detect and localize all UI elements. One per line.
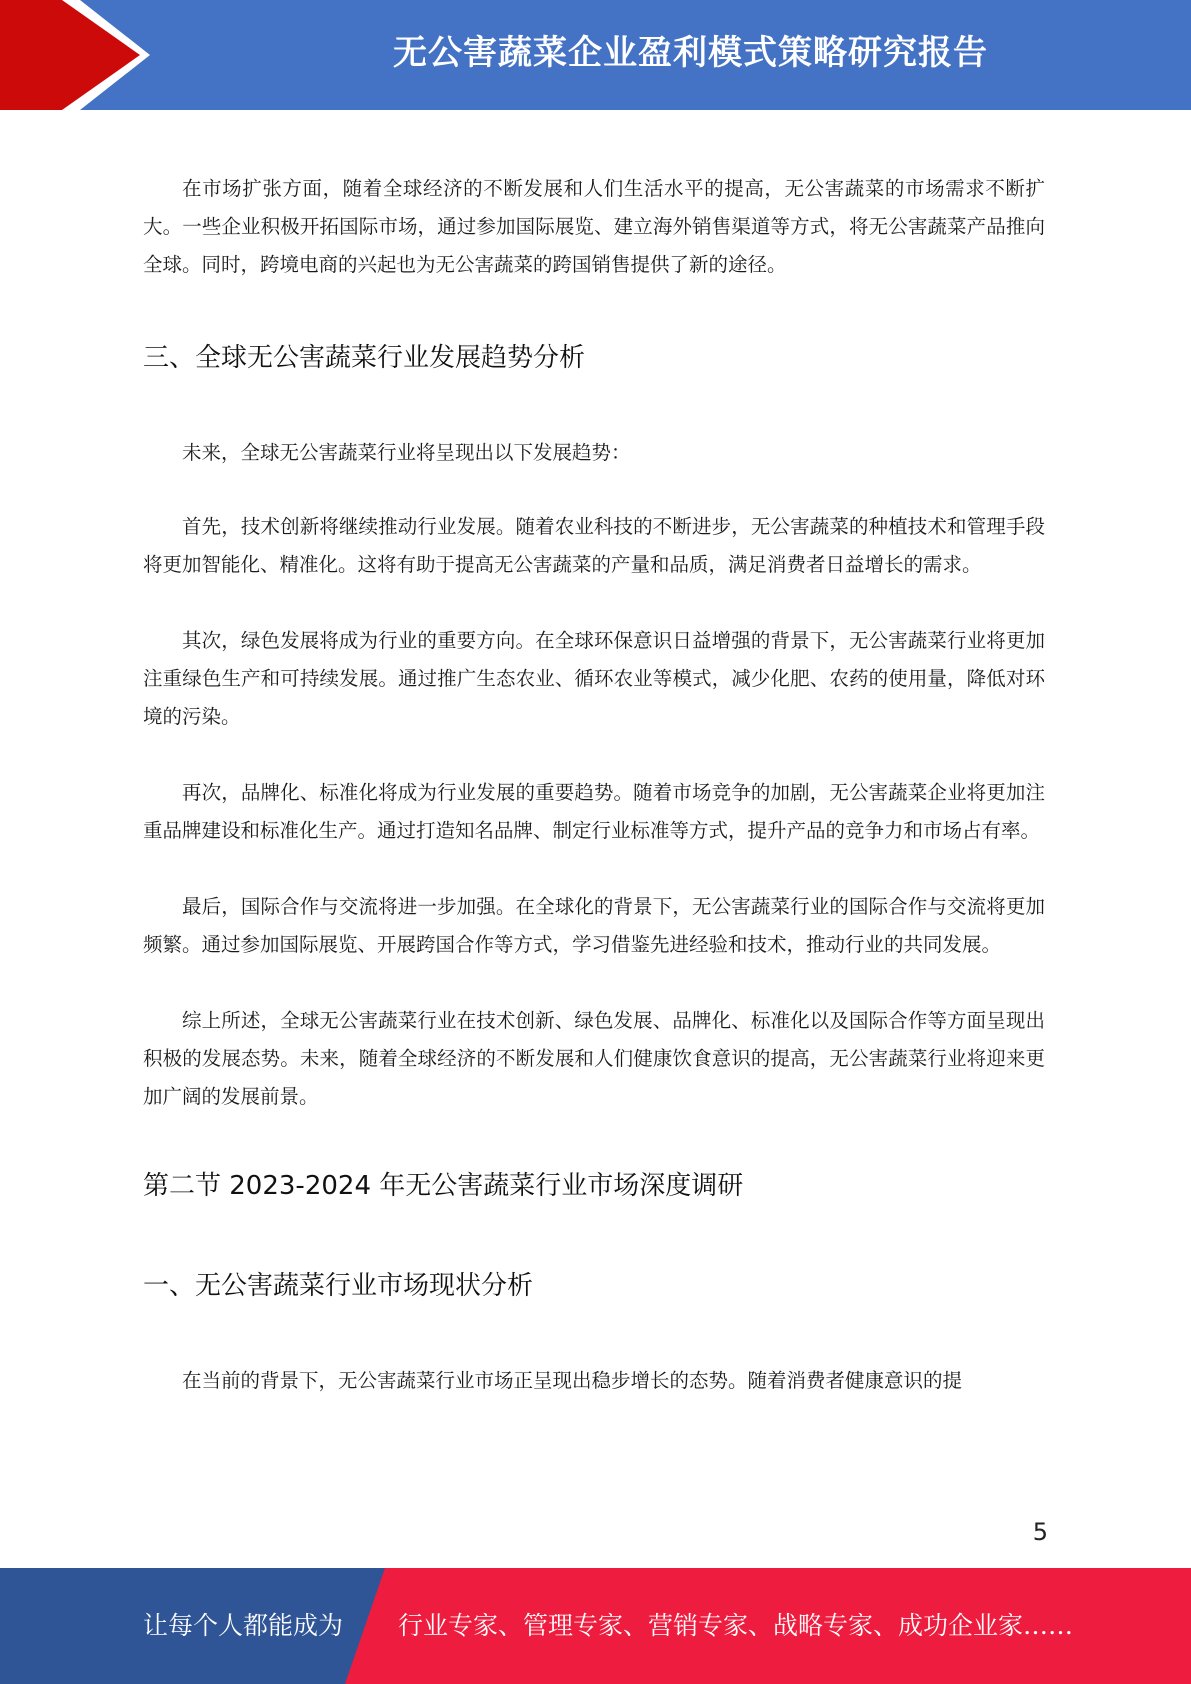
report-title: 无公害蔬菜企业盈利模式策略研究报告: [393, 33, 988, 73]
page-footer: [0, 1568, 1191, 1684]
paragraph-current-background: 在当前的背景下，无公害蔬菜行业市场正呈现出稳步增长的态势。随着消费者健康意识的提: [182, 1369, 963, 1392]
paragraph-international-cooperation: 最后，国际合作与交流将进一步加强。在全球化的背景下，无公害蔬菜行业的国际合作与交流将更加频繁。通过参加国际展览、开展跨国合作等方式，学习借鉴先进经验和技术，推动行业的共同发展。: [143, 895, 1045, 956]
paragraph-trends-intro: 未来，全球无公害蔬菜行业将呈现出以下发展趋势：: [182, 441, 631, 464]
footer-slogan-right: 行业专家、管理专家、营销专家、战略专家、成功企业家……: [398, 1611, 1074, 1640]
footer-slogan-left: 让每个人都能成为: [143, 1611, 344, 1640]
section-heading-market-research: 第二节 2023-2024 年无公害蔬菜行业市场深度调研: [143, 1171, 744, 1201]
paragraph-tech-innovation: 首先，技术创新将继续推动行业发展。随着农业科技的不断进步，无公害蔬菜的种植技术和管理手段将更加智能化、精准化。这将有助于提高无公害蔬菜的产量和品质，满足消费者日益增长的需求。: [143, 515, 1045, 576]
page-header: [0, 0, 1191, 110]
document-body: [143, 170, 1045, 1400]
paragraph-summary: 综上所述，全球无公害蔬菜行业在技术创新、绿色发展、品牌化、标准化以及国际合作等方面呈现出积极的发展态势。未来，随着全球经济的不断发展和人们健康饮食意识的提高，无公害蔬菜行业将迎来更加广阔的发展前景。: [143, 1009, 1045, 1108]
section-heading-market-status: 一、无公害蔬菜行业市场现状分析: [143, 1271, 534, 1301]
paragraph-market-expansion: 在市场扩张方面，随着全球经济的不断发展和人们生活水平的提高，无公害蔬菜的市场需求不断扩大。一些企业积极开拓国际市场，通过参加国际展览、建立海外销售渠道等方式，将无公害蔬菜产品推向全球。同时，跨境电商的兴起也为无公害蔬菜的跨国销售提供了新的途径。: [143, 177, 1045, 276]
header-arrow-decoration: [0, 0, 160, 110]
page-number: 5: [1032, 1518, 1048, 1546]
paragraph-branding: 再次，品牌化、标准化将成为行业发展的重要趋势。随着市场竞争的加剧，无公害蔬菜企业将更加注重品牌建设和标准化生产。通过打造知名品牌、制定行业标准等方式，提升产品的竞争力和市场占有率。: [143, 781, 1045, 842]
paragraph-green-development: 其次，绿色发展将成为行业的重要方向。在全球环保意识日益增强的背景下，无公害蔬菜行业将更加注重绿色生产和可持续发展。通过推广生态农业、循环农业等模式，减少化肥、农药的使用量，降低对环境的污染。: [143, 629, 1045, 728]
section-heading-global-trends: 三、全球无公害蔬菜行业发展趋势分析: [143, 343, 586, 373]
